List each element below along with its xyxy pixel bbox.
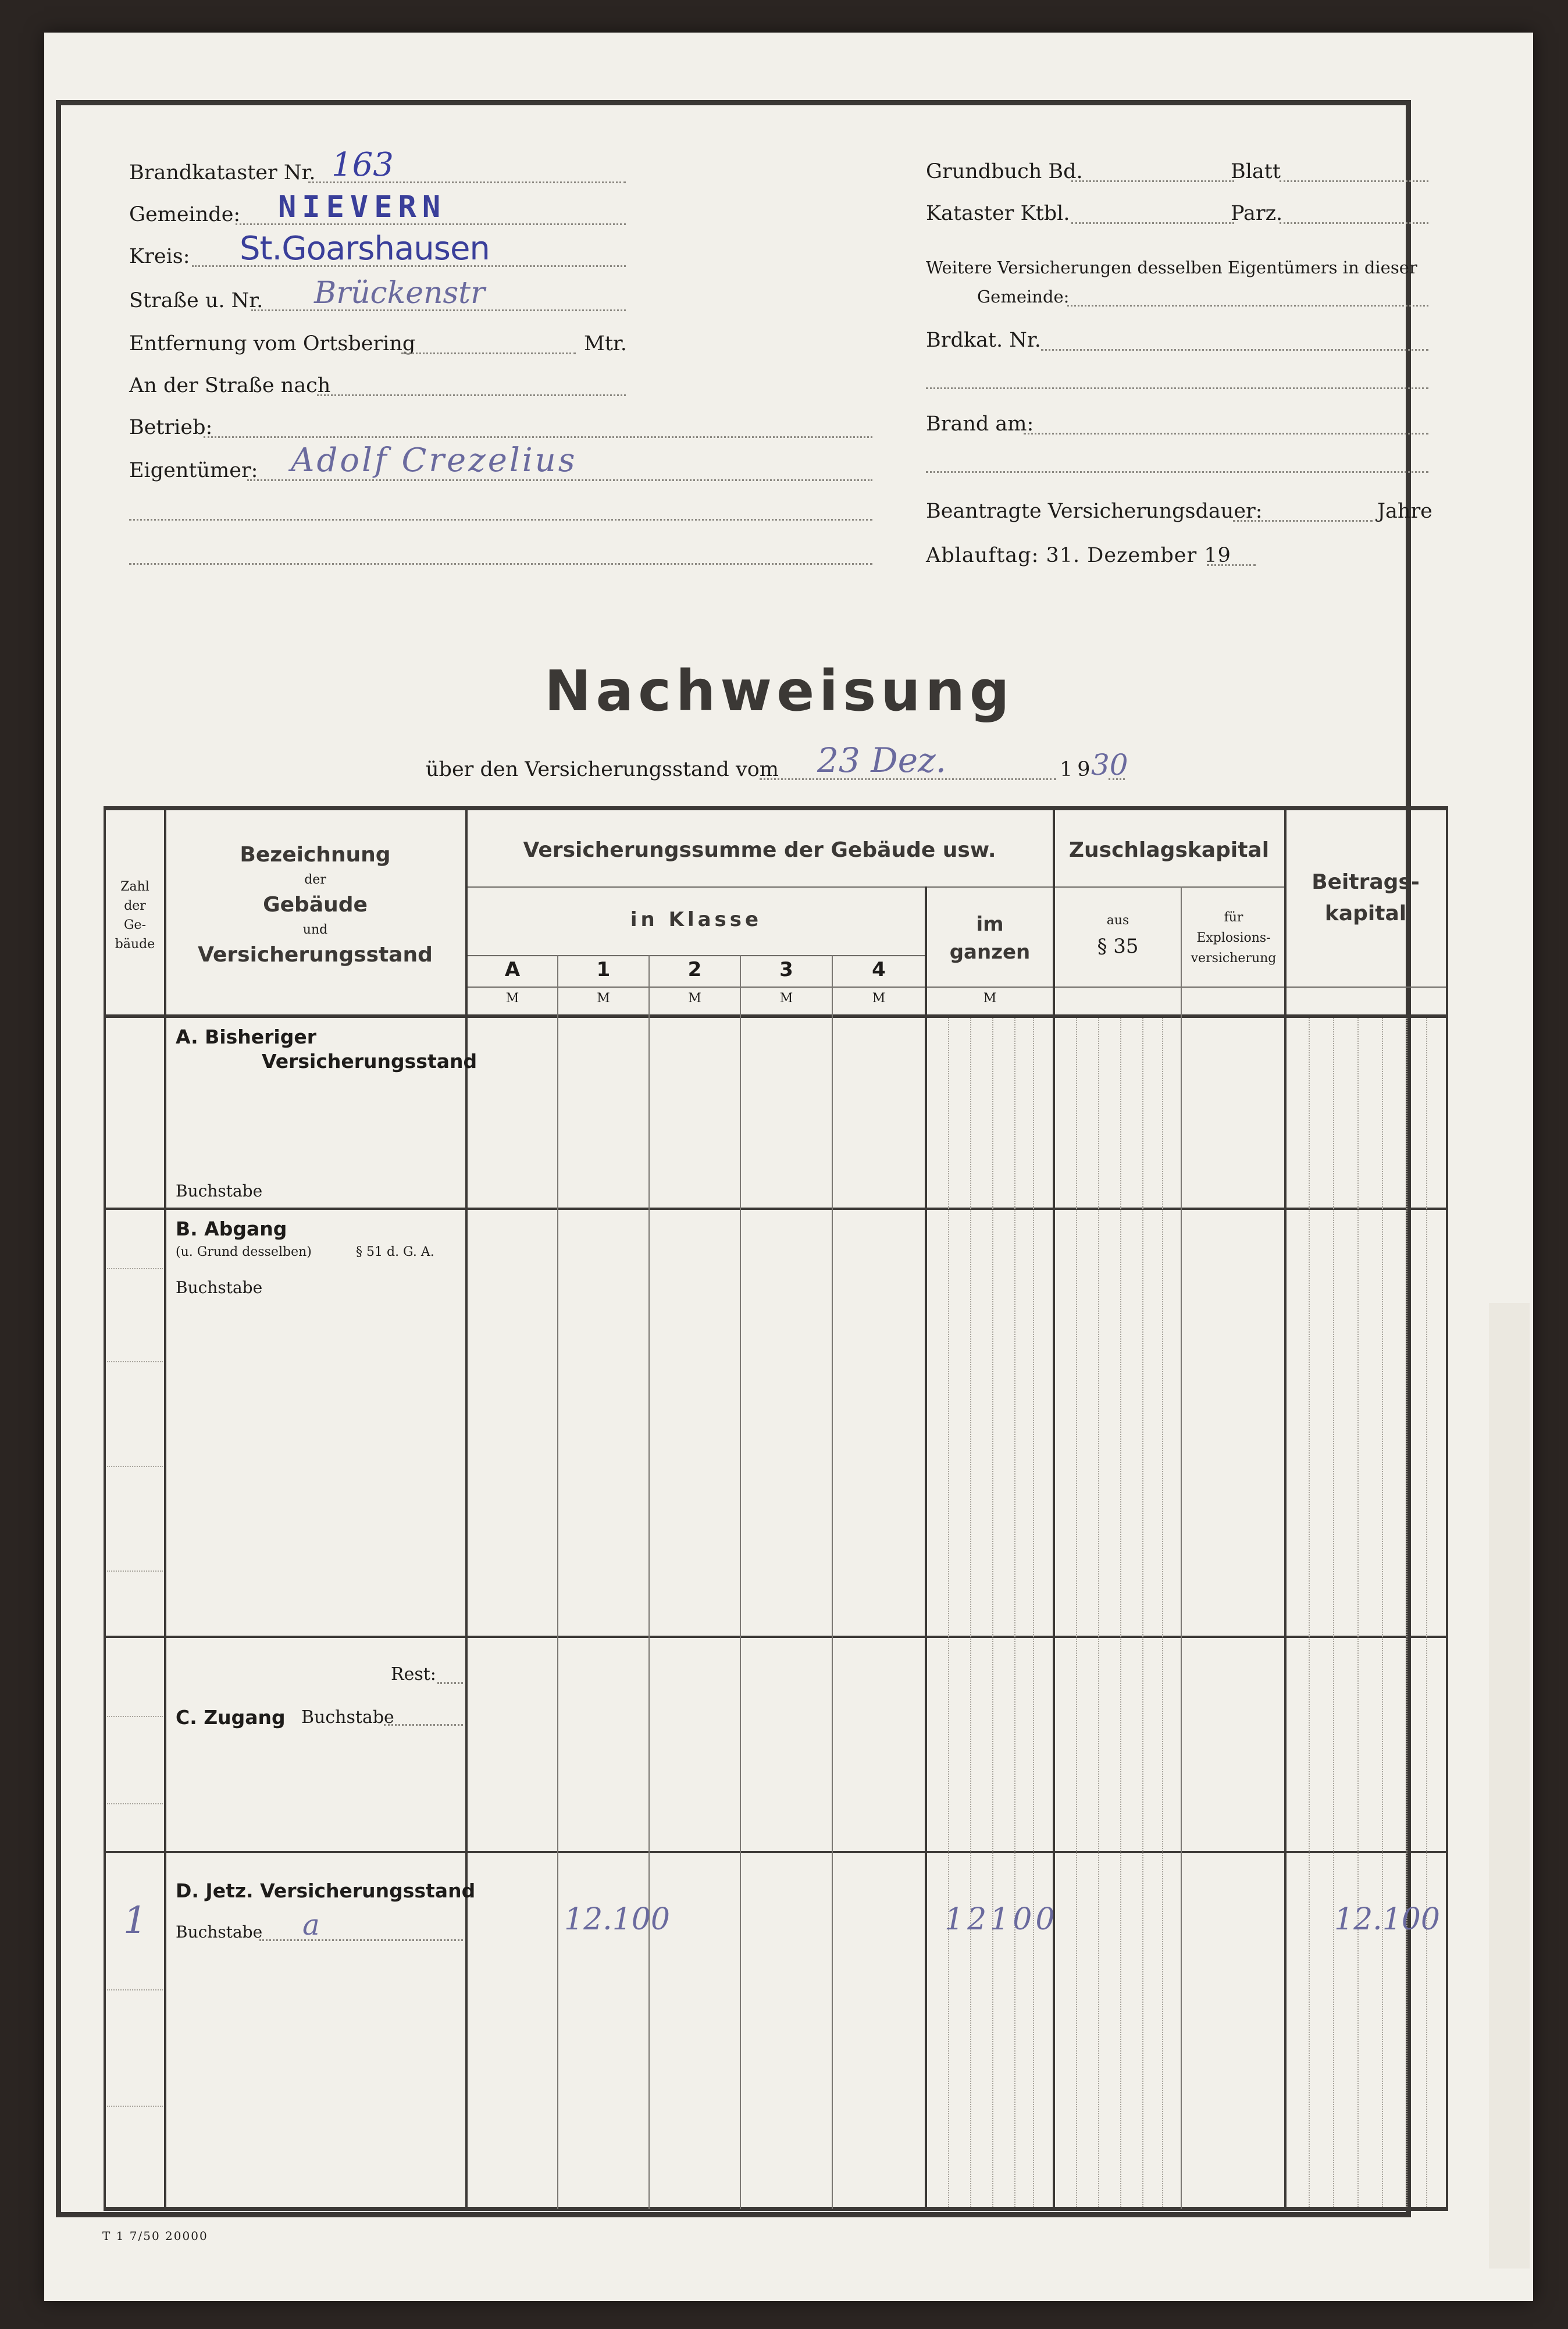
vrule-3	[832, 955, 833, 2209]
dot-row	[107, 1466, 163, 1467]
section-b-buchstabe: Buchstabe	[176, 1278, 263, 1297]
head-rule-3	[468, 987, 1448, 988]
row-rule-b	[104, 1636, 1448, 1638]
dot-row	[107, 2106, 163, 2107]
vrule-zahl	[164, 806, 166, 2210]
kreis-stamp: St.Goarshausen	[240, 230, 490, 268]
table-head-rule	[104, 1014, 1448, 1018]
section-b-sub: (u. Grund desselben)	[176, 1245, 312, 1259]
unit-m: M	[983, 991, 997, 1006]
dot-row	[107, 1803, 163, 1804]
vrule-2	[740, 955, 741, 2209]
date-value: 23 Dez.	[817, 740, 947, 780]
vrule-left	[104, 806, 106, 2210]
beitragskapital-header	[1287, 867, 1445, 930]
unit-m: M	[779, 991, 793, 1006]
section-d-line	[259, 1939, 463, 1941]
unit-m: M	[505, 991, 519, 1006]
section-b-para: § 51 d. G. A.	[356, 1245, 434, 1259]
section-c-title: C. Zugang	[176, 1706, 286, 1729]
betrieb-label: Betrieb:	[129, 416, 213, 439]
bez-line4: und	[302, 923, 328, 937]
subtitle: über den Versicherungsstand vom	[426, 758, 779, 781]
brand-am-label: Brand am:	[926, 412, 1034, 436]
grundbuch-line	[1071, 180, 1234, 182]
an-der-strasse-line	[317, 394, 626, 396]
eigentuemer-label: Eigentümer:	[129, 459, 258, 482]
dot-row	[107, 1989, 163, 1990]
klasse-1: 1	[596, 958, 611, 981]
blatt-line	[1280, 180, 1428, 182]
vrule-4	[925, 886, 927, 2209]
section-d-ganzen-value: 12100	[945, 1902, 1059, 1937]
unit-m: M	[597, 991, 610, 1006]
dot-col	[1382, 1018, 1383, 2207]
in-klasse-header: in Klasse	[630, 908, 762, 931]
beitrag-line1: Beitrags-	[1312, 870, 1420, 894]
dot-row	[107, 1361, 163, 1362]
dot-col	[1426, 1018, 1427, 2207]
paragraph-35: § 35	[1097, 935, 1139, 958]
im-ganzen-line1: im	[976, 913, 1004, 936]
col-zahl-line4: bäude	[115, 937, 155, 952]
dot-col	[1076, 1018, 1077, 2207]
klasse-4: 4	[872, 958, 886, 981]
klasse-2: 2	[687, 958, 702, 981]
dot-col	[1333, 1018, 1334, 2207]
versicherungssumme-header: Versicherungssumme der Gebäude usw.	[523, 838, 996, 862]
kreis-label: Kreis:	[129, 245, 190, 268]
brandkataster-label: Brandkataster Nr.	[129, 161, 316, 184]
year-prefix: 19	[1060, 758, 1095, 781]
head-rule-1	[468, 886, 1285, 888]
table-top-rule	[104, 806, 1448, 810]
col-zahl-line3: Ge-	[123, 918, 147, 932]
gemeinde-label: Gemeinde:	[129, 203, 241, 226]
weitere-line	[1067, 305, 1428, 307]
rest-line	[437, 1682, 463, 1684]
unit-m: M	[688, 991, 701, 1006]
vrule-bez	[465, 806, 468, 2210]
dot-row	[107, 1716, 163, 1717]
section-a-title2: Versicherungsstand	[262, 1050, 477, 1073]
dot-col	[1098, 1018, 1099, 2207]
form-code: T 1 7/50 20000	[102, 2229, 208, 2243]
bez-line3: Gebäude	[263, 893, 368, 917]
dauer-unit: Jahre	[1377, 500, 1432, 523]
gemeinde-stamp: NIEVERN	[278, 190, 447, 225]
vrule-1	[648, 955, 650, 2209]
ablauftag-label: Ablauftag: 31. Dezember 19	[926, 544, 1231, 567]
dot-col	[948, 1018, 949, 2207]
an-der-strasse-label: An der Straße nach	[129, 374, 331, 397]
kataster-label: Kataster Ktbl.	[926, 202, 1070, 225]
dot-col	[992, 1018, 993, 2207]
year-value: 30	[1091, 748, 1128, 782]
brdkat-line-2	[926, 387, 1428, 389]
eigentuemer-value: Adolf Crezelius	[291, 441, 578, 479]
vrule-a	[557, 955, 558, 2209]
brandkataster-value: 163	[332, 146, 394, 184]
section-d-buchstabe-value: a	[302, 1908, 320, 1942]
col-zahl-line2: der	[124, 899, 146, 913]
entfernung-unit: Mtr.	[584, 332, 627, 355]
grundbuch-label: Grundbuch Bd.	[926, 160, 1083, 183]
section-a-title: A. Bisheriger	[176, 1025, 317, 1048]
blatt-label: Blatt	[1231, 160, 1281, 183]
dot-row	[107, 1268, 163, 1269]
entfernung-line	[401, 352, 576, 354]
bez-line1: Bezeichnung	[240, 843, 391, 867]
row-rule-a	[104, 1208, 1448, 1210]
klasse-a: A	[504, 958, 521, 981]
brdkat-line	[1041, 349, 1428, 351]
unit-m: M	[872, 991, 886, 1006]
im-ganzen-header	[927, 911, 1053, 966]
dot-col	[1162, 1018, 1163, 2207]
eigentuemer-line-3	[129, 563, 872, 565]
dot-col	[1357, 1018, 1359, 2207]
dot-col	[1033, 1018, 1034, 2207]
vrule-aus	[1181, 886, 1182, 2209]
ablauftag-line	[1207, 564, 1256, 566]
parz-label: Parz.	[1231, 202, 1283, 225]
section-d-klasse1-value: 12.100	[564, 1902, 670, 1937]
weitere-line1: Weitere Versicherungen desselben Eigentümers in dieser	[926, 258, 1417, 277]
strasse-value: Brückenstr	[314, 276, 485, 311]
table-bottom-rule	[104, 2207, 1448, 2211]
section-d-buchstabe: Buchstabe	[176, 1922, 263, 1942]
beitrag-line2: kapital	[1324, 902, 1407, 925]
explosions-line1: Explosions-	[1196, 931, 1271, 946]
brand-am-line	[1024, 433, 1428, 435]
entfernung-label: Entfernung vom Ortsbering	[129, 332, 416, 355]
klasse-3: 3	[779, 958, 793, 981]
bez-line5: Versicherungsstand	[198, 943, 433, 967]
page-title: Nachweisung	[544, 658, 1014, 724]
rest-label: Rest:	[391, 1664, 436, 1685]
dot-col	[1120, 1018, 1121, 2207]
section-b-title: B. Abgang	[176, 1217, 287, 1240]
section-d-beitrag-value: 12.100	[1334, 1902, 1440, 1937]
section-c-buchstabe: Buchstabe	[301, 1707, 394, 1728]
section-d-title: D. Jetz. Versicherungsstand	[176, 1879, 476, 1902]
dot-row	[107, 1571, 163, 1572]
col-zahl-line1: Zahl	[120, 879, 149, 894]
explosions-line2: versicherung	[1191, 951, 1277, 966]
section-d-zahl-value: 1	[123, 1899, 147, 1942]
section-a-buchstabe: Buchstabe	[176, 1181, 263, 1201]
col-zahl-header	[107, 877, 163, 954]
head-rule-2	[468, 955, 925, 956]
im-ganzen-line2: ganzen	[949, 940, 1031, 964]
vrule-right	[1446, 806, 1448, 2210]
zuschlagskapital-header: Zuschlagskapital	[1068, 838, 1270, 862]
dot-col	[970, 1018, 971, 2207]
col-bezeichnung-header	[166, 845, 464, 966]
aus-label: aus	[1106, 913, 1129, 928]
weitere-line2: Gemeinde:	[977, 287, 1070, 307]
eigentuemer-line	[247, 479, 872, 481]
dauer-label: Beantragte Versicherungsdauer:	[926, 500, 1263, 523]
betrieb-line	[204, 436, 872, 438]
fuer-label: für	[1224, 910, 1243, 925]
eigentuemer-line-2	[129, 519, 872, 521]
dot-col	[1014, 1018, 1015, 2207]
parz-line	[1280, 222, 1428, 224]
explosions-header	[1183, 907, 1284, 969]
vrule-ganzen	[1053, 806, 1055, 2210]
bez-line2: der	[304, 873, 326, 887]
dot-col	[1309, 1018, 1310, 2207]
vrule-expl	[1284, 806, 1287, 2210]
row-rule-c	[104, 1851, 1448, 1853]
dot-col	[1406, 1018, 1407, 2207]
kataster-line	[1071, 222, 1234, 224]
section-c-line	[384, 1724, 463, 1726]
underlying-sheet	[1489, 1303, 1530, 2269]
brdkat-label: Brdkat. Nr.	[926, 329, 1041, 352]
brand-am-line-2	[926, 471, 1428, 473]
dauer-line	[1233, 520, 1373, 522]
strasse-label: Straße u. Nr.	[129, 289, 263, 312]
dot-col	[1142, 1018, 1143, 2207]
year-line	[1109, 778, 1125, 780]
